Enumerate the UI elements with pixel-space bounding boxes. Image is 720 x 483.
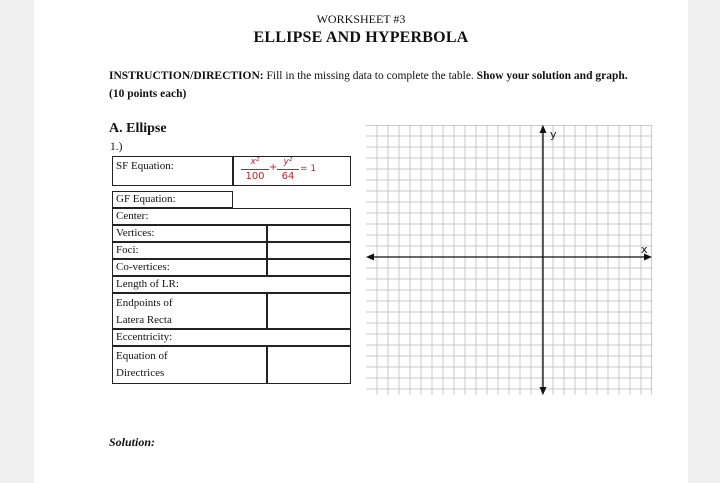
directrices-label-1: Equation of [116, 350, 168, 362]
y-axis-label: y [550, 128, 557, 141]
gf-label: GF Equation: [116, 193, 176, 205]
instructions-emphasis: Show your solution and graph. (10 points each) [109, 70, 628, 100]
row-co-vertices [112, 259, 267, 276]
row-eccentricity [112, 329, 351, 346]
section-title: A. Ellipse [109, 121, 167, 136]
worksheet-number: WORKSHEET #3 [316, 12, 406, 26]
sf-label: SF Equation: [116, 160, 174, 172]
eq-rhs: = 1 [300, 164, 317, 174]
endpoints-answer-cell [267, 293, 351, 329]
grid-lines [366, 125, 652, 395]
solution-label: Solution: [109, 435, 156, 449]
instructions-text: Fill in the missing data to complete the table. [263, 70, 477, 82]
endpoints-label-1: Endpoints of [116, 297, 173, 309]
foci-answer-cell [267, 242, 351, 259]
instructions [109, 67, 629, 103]
eccentricity-label: Eccentricity: [116, 331, 173, 343]
co-vertices-label: Co-vertices: [116, 261, 170, 273]
row-endpoints-lr [112, 293, 267, 329]
worksheet-title: ELLIPSE AND HYPERBOLA [253, 29, 469, 46]
co-vertices-answer-cell [267, 259, 351, 276]
row-foci [112, 242, 267, 259]
row-directrices [112, 346, 267, 384]
sf-label-cell [112, 156, 233, 186]
eq-x-term: x² [250, 157, 260, 167]
item-number: 1.) [110, 141, 123, 153]
eq-x-fraction-bar [241, 169, 269, 170]
directrices-label-2: Directrices [116, 367, 165, 379]
row-vertices [112, 225, 267, 242]
eq-y-fraction-bar [277, 169, 299, 170]
y-axis-top-arrow [540, 125, 547, 133]
length-lr-label: Length of LR: [116, 278, 179, 290]
vertices-label: Vertices: [116, 227, 155, 239]
vertices-answer-cell [267, 225, 351, 242]
eq-y-term: y² [283, 157, 293, 167]
row-gf-label [112, 191, 233, 208]
coordinate-grid [366, 125, 652, 395]
x-axis-left-arrow [366, 254, 374, 261]
center-label: Center: [116, 210, 149, 222]
eq-plus: + [269, 162, 278, 173]
x-axis-label: x [641, 243, 648, 256]
eq-y-denominator: 64 [281, 171, 295, 182]
worksheet-page [34, 0, 688, 483]
instructions-label: INSTRUCTION/DIRECTION: [109, 70, 264, 82]
row-center [112, 208, 351, 225]
ellipse-table [112, 156, 351, 384]
sf-equation [233, 157, 351, 185]
directrices-answer-cell [267, 346, 351, 384]
foci-label: Foci: [116, 244, 139, 256]
endpoints-label-2: Latera Recta [116, 314, 172, 326]
eq-x-denominator: 100 [245, 171, 265, 182]
row-length-lr [112, 276, 351, 293]
y-axis-bottom-arrow [540, 387, 547, 395]
